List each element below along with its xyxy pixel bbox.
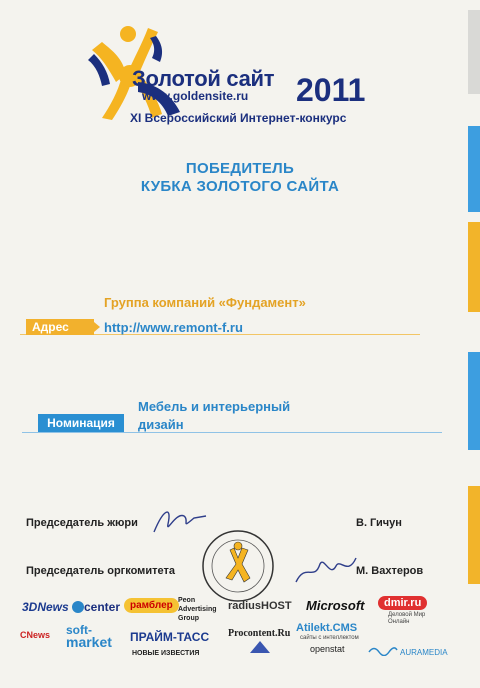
logo-subtitle: XI Всероссийский Интернет-конкурс — [130, 111, 347, 125]
sponsor-prime-tass: ПРАЙМ-ТАСС — [130, 630, 210, 644]
sponsor-3dnews: 3DNews — [22, 600, 69, 614]
edge-stripe-gold-1 — [468, 222, 480, 312]
ucenter-icon — [72, 601, 84, 613]
sponsor-openstat: openstat — [310, 644, 345, 654]
company-name: Группа компаний «Фундамент» — [104, 295, 306, 310]
winner-subtitle: КУБКА ЗОЛОТОГО САЙТА — [140, 178, 340, 195]
jury-chair-label: Председатель жюри — [26, 517, 138, 529]
address-label-tag — [26, 319, 94, 335]
sponsor-radiushost: radiusHOST — [228, 600, 292, 612]
jury-chair-name: В. Гичун — [356, 517, 402, 529]
nomination-label: Номинация — [38, 414, 124, 432]
org-chair-name: М. Вахтеров — [356, 565, 424, 577]
sponsor-softmarket: soft- market — [66, 623, 112, 650]
sponsor-dmir: dmir.ru — [378, 596, 427, 610]
sponsor-cnews: CNews — [20, 630, 51, 640]
edge-stripe-blue-2 — [468, 352, 480, 450]
nomination-value-line-2: дизайн — [138, 417, 184, 432]
logo-title: Золотой сайт — [132, 66, 275, 91]
sponsor-ucenter: center — [72, 600, 120, 614]
golden-site-seal-icon — [200, 528, 276, 604]
arrow-right-icon — [94, 322, 100, 332]
sponsor-auramedia: AURAMEDIA — [400, 648, 448, 657]
nomination-value — [138, 398, 358, 434]
org-signature-icon — [290, 552, 360, 588]
logo-url: www.goldensite.ru — [142, 89, 249, 103]
aura-wave-icon — [368, 644, 398, 656]
sponsor-novye-izvestia: НОВЫЕ ИЗВЕСТИЯ — [132, 650, 200, 657]
sponsor-procontent: Procontent.Ru — [228, 628, 291, 639]
sponsor-microsoft: Microsoft — [306, 598, 365, 613]
address-label: Адрес — [32, 320, 69, 334]
sponsor-atilekt-sub: сайты с интеллектом — [300, 635, 359, 641]
edge-stripe-gray — [468, 10, 480, 94]
edge-stripe-gold-2 — [468, 486, 480, 584]
nomination-value-line-1: Мебель и интерьерный — [138, 399, 291, 414]
sponsor-peon: Peon Advertising Group — [178, 597, 217, 622]
logo-year: 2011 — [296, 72, 366, 108]
sponsor-dmir-sub: Деловой Мир Онлайн — [388, 612, 426, 625]
address-value: http://www.remont-f.ru — [104, 320, 243, 335]
sponsor-atilekt: Atilekt.CMS — [296, 622, 358, 634]
triangle-logo-icon — [248, 640, 272, 654]
org-chair-label: Председатель оргкомитета — [26, 565, 175, 577]
sponsor-rambler: рамблер — [124, 598, 179, 613]
winner-title: ПОБЕДИТЕЛЬ — [185, 160, 295, 177]
